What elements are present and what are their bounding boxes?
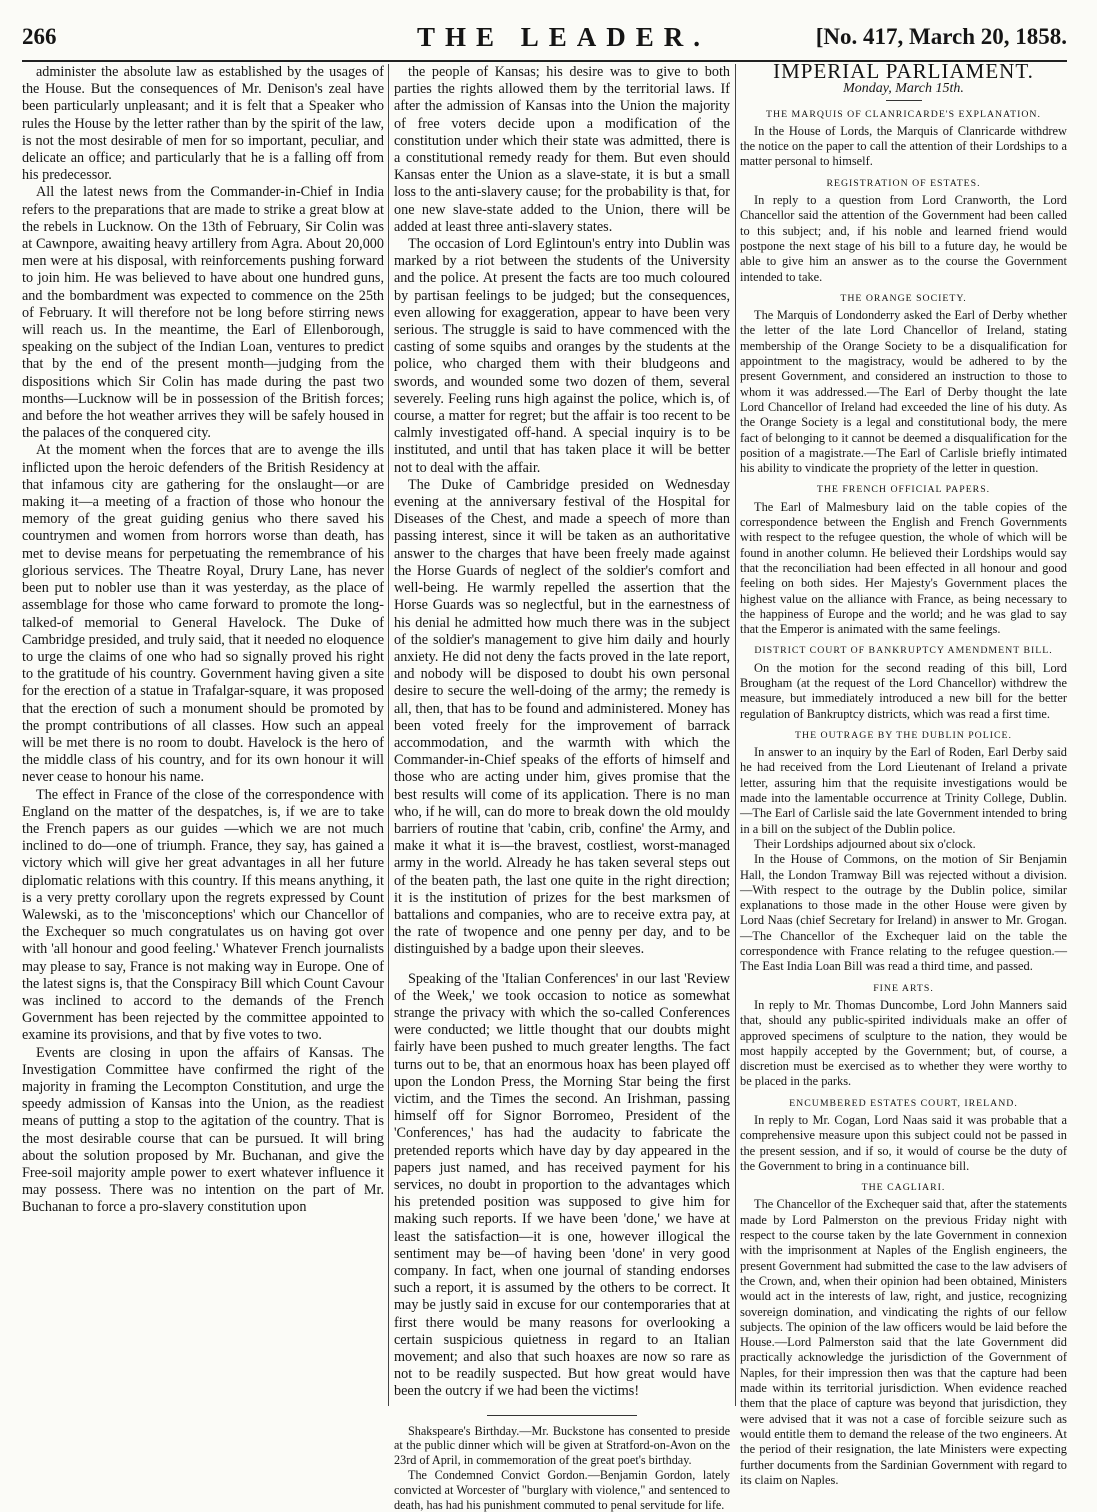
subheading: THE OUTRAGE BY THE DUBLIN POLICE. bbox=[795, 729, 1012, 741]
column-divider bbox=[735, 64, 736, 1406]
paragraph: the people of Kansas; his desire was to give to both parties the rights allowed them by the territorial laws. If after the admission of Kansas into the Union the majority of free voters decide upon a modification of the constitution under which their state was admitted, there is a constitutional remedy ready for them. But even should Kansas enter the Union as a slave-state, it is but a small loss to the anti-slavery cause; for the probability is that, for one new slave-state added to the Union, there will be added at least three anti-slavery states. bbox=[394, 64, 730, 235]
paragraph: The Chancellor of the Exchequer said that, after the statements made by Lord Palmerston on the previous Friday night with respect to the course taken by the late Government in connexion with the imprisonment at Naples of the English engineers, the present Government had submitted the case to the law advisers of the Crown, and, when their opinion had been obtained, Ministers would act in the interests of law, right, and justice, recognizing sovereign domination, and vindicating the rights of our fellow subjects. The opinion of the law officers would be laid before the House.—Lord Palmerston said that the late Government did practically acknowledge the jurisdiction of the Government of Naples, for their impression then was that the capture had been made within its territorial jurisdiction. When evidence reached them that the place of capture was beyond that jurisdiction, they were advised that it was not a case of forcible seizure such as would entitle them to demand the release of the two engineers. At the period of their resignation, the late Ministers were expecting further documents from the Sardinian Government with regard to its claim on Naples. bbox=[740, 1197, 1067, 1487]
subheading: THE FRENCH OFFICIAL PAPERS. bbox=[816, 484, 991, 496]
paragraph: In the House of Lords, the Marquis of Clanricarde withdrew the notice on the paper to call the attention of their Lordships to a matter personal to himself. bbox=[740, 123, 1067, 169]
issue-info: [No. 417, March 20, 1858. bbox=[815, 24, 1067, 49]
masthead bbox=[22, 10, 1067, 62]
paragraph: At the moment when the forces that are to avenge the ills inflicted upon the heroic defenders of the British Residency at that infamous city are gathering for the onslaught—or are making it—a meeting of a fraction of those who honour the memory of the great guiding genius who there saved his countrymen and women from horrors worse than death, has met to devise means for perpetuating the remembrance of his glorious services. The Theatre Royal, Drury Lane, has never been put to nobler use than it was yesterday, as the place of assemblage for those who came forward to promote the long-talked-of memorial to General Havelock. The Duke of Cambridge presided, and truly said, that it needed no eloquence to urge the claims of one who had so signally proved his right to the gratitude of his country. Government having given a site for the erection of a statue in Trafalgar-square, it was proposed that the erection of such a monument should be promoted by the prompt contributions of all classes. How such an appeal will be met there is no room to doubt. Havelock is the hero of the middle class of his country, and for its own honour it will never cease to honour his name. bbox=[22, 442, 384, 786]
subheading: THE MARQUIS OF CLANRICARDE'S EXPLANATION. bbox=[766, 108, 1041, 120]
subheading: FINE ARTS. bbox=[873, 982, 934, 994]
column-2 bbox=[394, 64, 730, 1512]
divider bbox=[886, 100, 922, 101]
subheading: THE CAGLIARI. bbox=[861, 1182, 946, 1194]
column-1 bbox=[22, 64, 384, 1406]
subheading: THE ORANGE SOCIETY. bbox=[840, 292, 967, 304]
paragraph: The effect in France of the close of the correspondence with England on the matter of the despatches, is, if we are to take the French papers as our guides —which we are not much inclined to do—one of triumph. France, they say, has gained a victory which will give her great advantages in all her future diplomatic relations with this country. If this means anything, it is a very pretty corollary upon the regrets expressed by Count Walewski, as to the 'misconceptions' which our Chancellor of the Exchequer so much congratulates us on having got over with 'all honour and good feeling.' Whatever French journalists may please to say, France is not making way in Europe. One of the latest signs is, that the Conspiracy Bill which Count Cavour was inclined to accord to the demands of the French Government has been rejected by the committee appointed to examine its provisions, and that by five votes to two. bbox=[22, 786, 384, 1044]
paragraph: Speaking of the 'Italian Conferences' in our last 'Review of the Week,' we took occasion to notice as somewhat strange the privacy with which the so-called Conferences were conducted; we little thought that our doubts might fairly have been pushed to much greater lengths. The fact turns out to be, that an enormous hoax has been played off upon the London Press, the Morning Star being the first victim, and the Times the second. An Irishman, passing himself off for Signor Borromeo, President of the 'Conferences,' has had the audacity to fabricate the pretended reports which have day by day appeared in the papers just named, and has received payment for his services, no doubt in proportion to the advantages which his pretended position was supposed to give him for making such reports. If we have been 'done,' we have at least the satisfaction—it is one, however illogical the sentiment may be—of having been 'done' in very good company. In fact, when one journal of standing endorses such a report, it is assumed by the others to be correct. It may be justly said in excuse for our contemporaries that at first there would be many reasons for overlooking a certain suspicious quietness in regard to an Italian movement; and also that such hoaxes are now so rare as not to be readily suspected. But how great would have been the outcry if we had been the victims! bbox=[394, 970, 730, 1400]
paragraph: administer the absolute law as established by the usages of the House. But the consequences of Mr. Denison's zeal have been particularly unpleasant; and it is felt that a Speaker who rules the House by the letter rather than by the spirit of the law, is not the most desirable of men for so important, peculiar, and delicate an office; and particularly that he is a falling off from his predecessor. bbox=[22, 64, 384, 184]
paragraph: In the House of Commons, on the motion of Sir Benjamin Hall, the London Tramway Bill was rejected without a division.—With respect to the outrage by the Dublin police, similar explanations to those made in the other House were given by Lord Naas (chief Secretary for Ireland) in answer to Mr. Grogan.—The Chancellor of the Exchequer laid on the table the correspondence with France relating to the refugee question.—The East India Loan Bill was read a third time, and passed. bbox=[740, 852, 1067, 974]
section-rule bbox=[487, 1415, 637, 1416]
paragraph: In answer to an inquiry by the Earl of Roden, Earl Derby said he had received from the Lord Lieutenant of Ireland a private letter, assuring him that the requisite investigations would be made into the lamentable occurrence at Trinity College, Dublin.—The Earl of Carlisle said the late Government intended to bring in a bill on the subject of the Dublin police. bbox=[740, 745, 1067, 836]
column-divider bbox=[388, 64, 389, 1406]
section-title: IMPERIAL PARLIAMENT. bbox=[773, 59, 1034, 83]
paragraph: Their Lordships adjourned about six o'clock. bbox=[754, 836, 976, 851]
paragraph: The Earl of Malmesbury laid on the table copies of the correspondence between the English and French Governments with respect to the refugee question, the whole of which will be found in another column. He believed their Lordships would say that the reconciliation had been effected in all honour and good feeling on both sides. Her Majesty's Government places the highest value on the alliance with France, as being necessary to the happiness of Europe and the world; and he was glad to say that the Emperor is animated with the same feelings. bbox=[740, 499, 1067, 637]
subheading: DISTRICT COURT OF BANKRUPTCY AMENDMENT BILL. bbox=[754, 645, 1053, 657]
paragraph: Events are closing in upon the affairs of Kansas. The Investigation Committee have confirmed the right of the majority in framing the Lecompton Constitution, and urge the speedy admission of Kansas into the Union, as the readiest means of putting a stop to the agitation of the country. That is the most desirable course that can be pursued. It will bring about the solution proposed by Mr. Buchanan, and give the Free-soil majority ample power to exert whatever influence it may possess. There was no intention on the part of Mr. Buchanan to force a pro-slavery constitution upon bbox=[22, 1044, 384, 1216]
paragraph: All the latest news from the Commander-in-Chief in India refers to the preparations that are made to strike a great blow at the rebels in Lucknow. On the 13th of February, Sir Colin was at Cawnpore, awaiting heavy artillery from Agra. About 20,000 men were at his disposal, with reinforcements pushing forward to join him. He was believed to have about one hundred guns, and the bombardment was expected to commence on the 25th of February. It will therefore not be long before stirring news will reach us. In the meantime, the Earl of Ellenborough, speaking on the subject of the Indian Loan, ventures to predict that by the end of the present month—judging from the dispositions which Sir Colin has made during the past two months—Lucknow will be in possession of the British forces; and before the hot weather arrives they will be safely housed in the palaces of the conquered city. bbox=[22, 184, 384, 442]
paragraph: The Marquis of Londonderry asked the Earl of Derby whether the letter of the late Lord Chancellor of Ireland, stating membership of the Orange Society to be a disqualification for appointment to the magistracy, would be adhered to by the present Government, and considered an instruction to those to whom it was addressed.—The Earl of Derby thought the late Lord Chancellor of Ireland had exceeded the line of his duty. As the Orange Society is a legal and constitutional body, the mere fact of belonging to it cannot be deemed a disqualification for the position of a magistrate.—The Earl of Carlisle briefly intimated his ability to vindicate the propriety of the letter in question. bbox=[740, 308, 1067, 476]
paragraph: In reply to Mr. Cogan, Lord Naas said it was probable that a comprehensive measure upon this subject could not be passed in the present session, and if so, it would of course be the duty of the Government to bring in a continuance bill. bbox=[740, 1113, 1067, 1173]
paragraph: In reply to a question from Lord Cranworth, the Lord Chancellor said the attention of the Government had been called to this subject; and, if his noble and learned friend would postpone the next stage of his bill to a future day, he would be able to give him an answer as to the course the Government intended to take. bbox=[740, 193, 1067, 284]
paragraph: In reply to Mr. Thomas Duncombe, Lord John Manners said that, should any public-spirited individuals make an offer of approved specimens of sculpture to the nation, they would be most happily accepted by the Government; but, of course, a discretion must be exercised as to whether they were worthy to be placed in the parks. bbox=[740, 997, 1067, 1089]
paragraph: The Duke of Cambridge presided on Wednesday evening at the anniversary festival of the Hospital for Diseases of the Chest, and made a speech of more than passing interest, since it will be taken as an authoritative answer to the charges that have been freely made against the Horse Guards of neglect of the soldier's comfort and well-being. He warmly repelled the assertion that the Horse Guards was so neglectful, but in the earnestness of his denial he admitted how much there was in the subject of the soldier's management to give him daily and hourly anxiety. He did not deny the facts proved in the late report, and nobody will be disposed to doubt his own personal desire to secure the well-doing of the army; the remedy is all, then, that has to be found and administered. Money has been voted freely for the improvement of barrack accommodation, and the warmth with which the Commander-in-Chief speaks of the efforts of himself and those who are acting under him, gives promise that the best results will come of its application. There is no man who, if he will, can do more to break down the old mouldy barriers of routine that 'cabin, crib, confine' the Army, and make it what it is—the bravest, costliest, worst-managed army in the world. Already he has taken several steps out of the beaten path, the last one quite in the right direction; it is the institution of prizes for the best marksmen of battalions and companies, who are to receive extra pay, at the rate of twopence and one penny per day, and to be distinguished by a badge upon their sleeves. bbox=[394, 476, 730, 958]
news-note: Shakspeare's Birthday.—Mr. Buckstone has consented to preside at the public dinner which will be given at Stratford-on-Avon on the 23rd of April, in commemoration of the great poet's birthday. bbox=[394, 1423, 730, 1468]
newspaper-title: THE LEADER. bbox=[417, 22, 711, 52]
paragraph: The occasion of Lord Eglintoun's entry into Dublin was marked by a riot between the students of the University and the police. At present the facts are too much coloured by partisan feelings to be judged; but the consequences, even allowing for exaggeration, appear to have been very serious. The struggle is said to have commenced with the casting of some squibs and oranges by the students at the police, who charged them with their bludgeons and swords, and wounded some two dozen of them, several severely. Feeling runs high against the police, which is, of course, a matter for regret; but the affair is too recent to be calmly investigated off-hand. A special inquiry is to be instituted, and until that has taken place it will be better not to deal with the affair. bbox=[394, 236, 730, 476]
subheading: ENCUMBERED ESTATES COURT, IRELAND. bbox=[789, 1097, 1018, 1109]
news-note: The Condemned Convict Gordon.—Benjamin Gordon, lately convicted at Worcester of "burglary with violence," and sentenced to death, has had his punishment commuted to penal servitude for life. bbox=[394, 1468, 730, 1512]
report-date: Monday, March 15th. bbox=[843, 81, 964, 97]
subheading: REGISTRATION OF ESTATES. bbox=[826, 177, 981, 189]
page-number: 266 bbox=[22, 24, 57, 49]
paragraph: On the motion for the second reading of this bill, Lord Brougham (at the request of the Lord Chancellor) withdrew the measure, but immediately introduced a new bill for the better regulation of Bankruptcy districts, which was read a first time. bbox=[740, 660, 1067, 721]
column-3 bbox=[740, 59, 1067, 1487]
